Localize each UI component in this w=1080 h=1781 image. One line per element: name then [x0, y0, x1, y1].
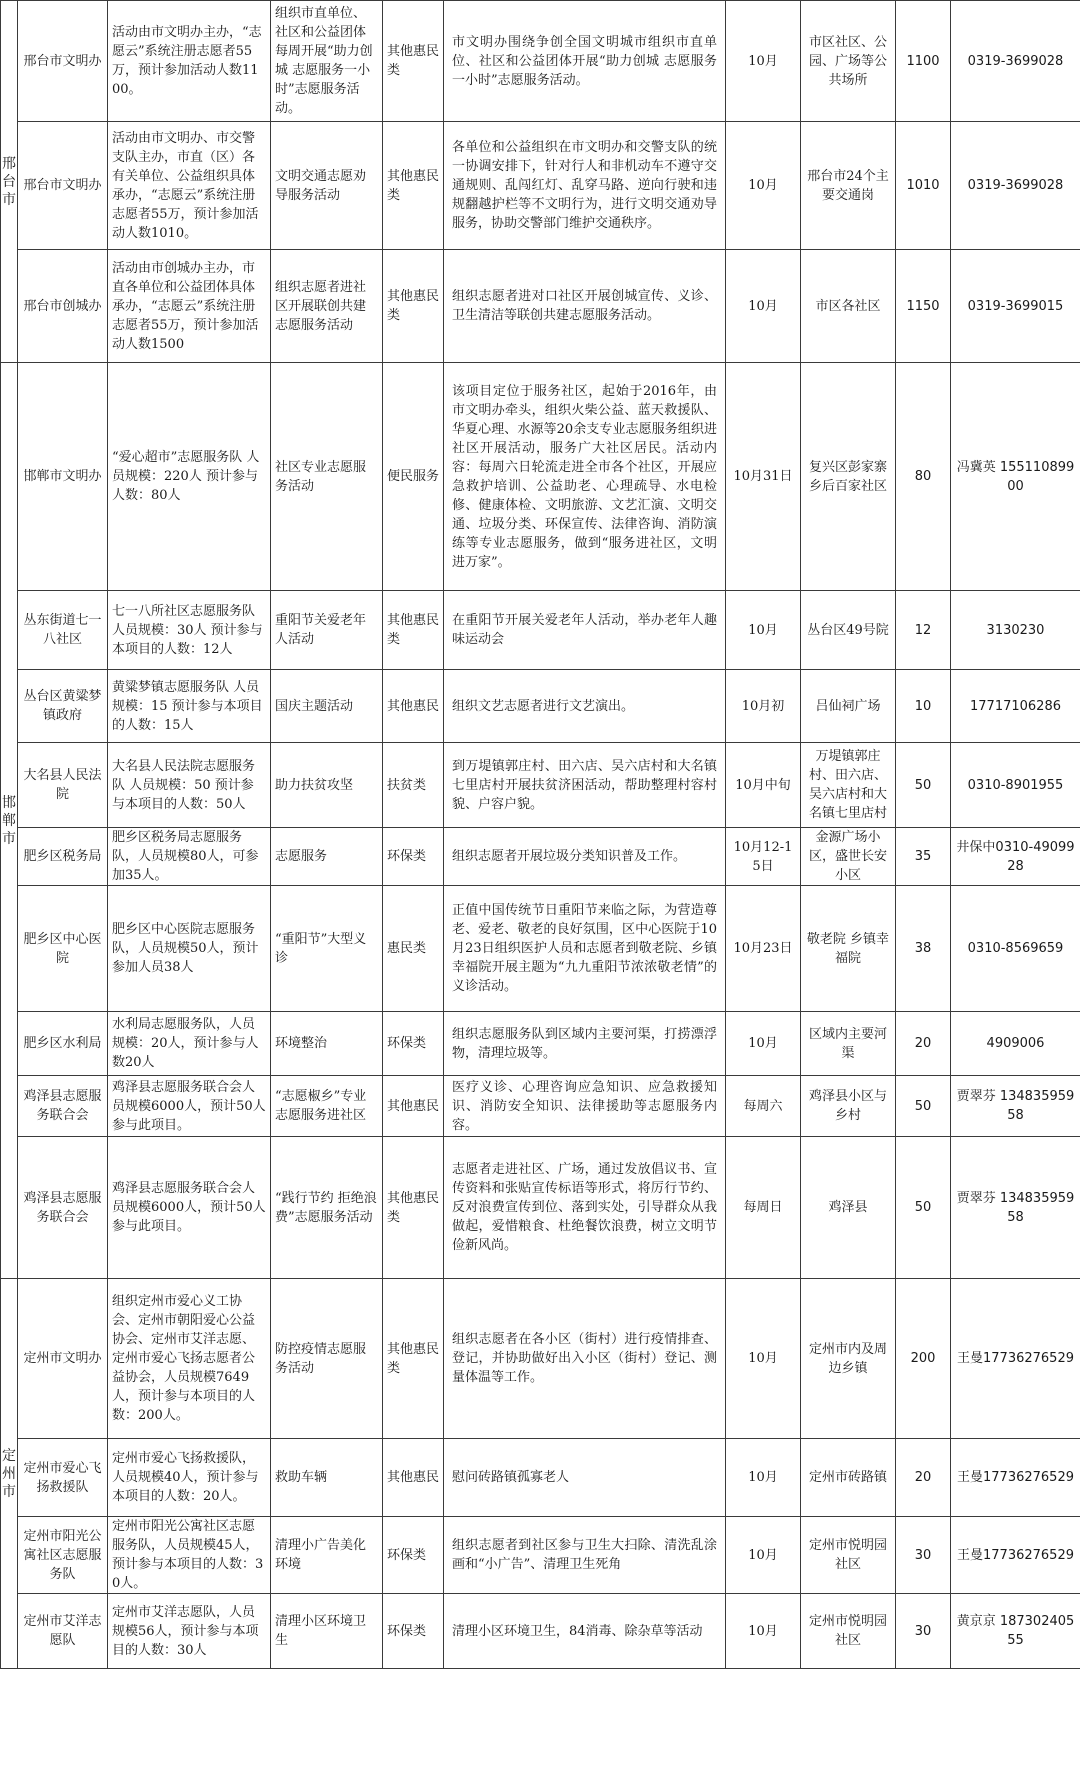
team-cell: 肥乡区中心医院志愿服务队，人员规模50人，预计参加人员38人: [108, 886, 271, 1012]
team-cell: 活动由市创城办主办，市直各单位和公益团体具体承办，“志愿云”系统注册志愿者55万，预计参加活动人数1500: [108, 250, 271, 363]
location-cell: 金源广场小区，盛世长安小区: [801, 828, 896, 886]
contact-cell: 王曼17736276529: [951, 1439, 1080, 1517]
table-row: [1, 1439, 1080, 1517]
location-cell: 定州市砖路镇: [801, 1439, 896, 1517]
description-cell: 在重阳节开展关爱老年人活动，举办老年人趣味运动会: [444, 591, 726, 670]
project-cell: 环境整治: [271, 1012, 383, 1076]
location-cell: 鸡泽县: [801, 1137, 896, 1279]
location-cell: 万堤镇郭庄村、田六店、吴六店村和大名镇七里店村: [801, 743, 896, 828]
location-cell: 定州市悦明园社区: [801, 1517, 896, 1594]
participant-count-cell: 20: [896, 1439, 951, 1517]
participant-count-cell: 50: [896, 1076, 951, 1137]
location-cell: 区域内主要河渠: [801, 1012, 896, 1076]
project-cell: 清理小区环境卫生: [271, 1594, 383, 1669]
location-cell: 市区社区、公园、广场等公共场所: [801, 1, 896, 122]
category-cell: 其他惠民类: [383, 122, 444, 250]
project-cell: 志愿服务: [271, 828, 383, 886]
time-cell: 10月: [726, 1439, 801, 1517]
category-cell: 环保类: [383, 1012, 444, 1076]
location-cell: 市区各社区: [801, 250, 896, 363]
project-cell: “践行节约 拒绝浪费”志愿服务活动: [271, 1137, 383, 1279]
description-cell: 清理小区环境卫生，84消毒、除杂草等活动: [444, 1594, 726, 1669]
table-body: [1, 1, 1080, 1669]
category-cell: 其他惠民: [383, 1076, 444, 1137]
location-cell: 吕仙祠广场: [801, 670, 896, 743]
contact-cell: 井保中0310-4909928: [951, 828, 1080, 886]
table-row: [1, 670, 1080, 743]
table-row: [1, 1137, 1080, 1279]
project-cell: 助力扶贫攻坚: [271, 743, 383, 828]
city-cell: 邢台市: [1, 1, 18, 363]
project-cell: 社区专业志愿服务活动: [271, 363, 383, 591]
table-row: [1, 828, 1080, 886]
table-row: [1, 1517, 1080, 1594]
organizer-cell: 邯郸市文明办: [18, 363, 108, 591]
participant-count-cell: 1010: [896, 122, 951, 250]
time-cell: 10月中旬: [726, 743, 801, 828]
table-row: [1, 591, 1080, 670]
team-cell: 鸡泽县志愿服务联合会人员规模6000人，预计50人参与此项目。: [108, 1137, 271, 1279]
city-cell: 邯郸市: [1, 363, 18, 1279]
description-cell: 组织志愿者进对口社区开展创城宣传、义诊、卫生清洁等联创共建志愿服务活动。: [444, 250, 726, 363]
category-cell: 其他惠民: [383, 670, 444, 743]
description-cell: 志愿者走进社区、广场，通过发放倡议书、宣传资料和张贴宣传标语等形式，将厉行节约、反对浪费宣传到位、落到实处，引导群众从我做起，爱惜粮食、杜绝餐饮浪费，树立文明节俭新风尚。: [444, 1137, 726, 1279]
table-row: [1, 1012, 1080, 1076]
table-row: [1, 1, 1080, 122]
category-cell: 环保类: [383, 828, 444, 886]
organizer-cell: 丛东街道七一八社区: [18, 591, 108, 670]
team-cell: 大名县人民法院志愿服务队 人员规模：50 预计参与本项目的人数：50人: [108, 743, 271, 828]
participant-count-cell: 1100: [896, 1, 951, 122]
participant-count-cell: 50: [896, 743, 951, 828]
time-cell: 10月: [726, 250, 801, 363]
team-cell: 定州市艾洋志愿队，人员规模56人，预计参与本项目的人数：30人: [108, 1594, 271, 1669]
description-cell: 组织志愿者开展垃圾分类知识普及工作。: [444, 828, 726, 886]
time-cell: 10月: [726, 591, 801, 670]
team-cell: 活动由市文明办、市交警支队主办，市直（区）各有关单位、公益组织具体承办，“志愿云”系统注册志愿者55万，预计参加活动人数1010。: [108, 122, 271, 250]
organizer-cell: 大名县人民法院: [18, 743, 108, 828]
participant-count-cell: 50: [896, 1137, 951, 1279]
organizer-cell: 定州市爱心飞扬救援队: [18, 1439, 108, 1517]
category-cell: 便民服务: [383, 363, 444, 591]
description-cell: 该项目定位于服务社区，起始于2016年，由市文明办牵头，组织火柴公益、蓝天救援队、华夏心理、水源等20余支专业志愿服务组织进社区开展活动，服务广大社区居民。活动内容：每周六日轮流走进全市各个社区，开展应急救护培训、公益助老、心理疏导、水电检修、健康体检、文明旅游、文艺汇演、文明交通、垃圾分类、环保宣传、法律咨询、消防演练等专业志愿服务，做到“服务进社区，文明进万家”。: [444, 363, 726, 591]
description-cell: 组织文艺志愿者进行文艺演出。: [444, 670, 726, 743]
table-row: [1, 1594, 1080, 1669]
project-cell: 国庆主题活动: [271, 670, 383, 743]
participant-count-cell: 1150: [896, 250, 951, 363]
participant-count-cell: 38: [896, 886, 951, 1012]
organizer-cell: 邢台市文明办: [18, 1, 108, 122]
contact-cell: 4909006: [951, 1012, 1080, 1076]
category-cell: 惠民类: [383, 886, 444, 1012]
location-cell: 复兴区彭家寨乡后百家社区: [801, 363, 896, 591]
table-row: [1, 363, 1080, 591]
table-row: [1, 886, 1080, 1012]
organizer-cell: 定州市阳光公寓社区志愿服务队: [18, 1517, 108, 1594]
organizer-cell: 鸡泽县志愿服务联合会: [18, 1137, 108, 1279]
organizer-cell: 定州市文明办: [18, 1279, 108, 1439]
team-cell: 组织定州市爱心义工协会、定州市朝阳爱心公益协会、定州市艾洋志愿、定州市爱心飞扬志愿者公益协会，人员规模7649人，预计参与本项目的人数：200人。: [108, 1279, 271, 1439]
participant-count-cell: 12: [896, 591, 951, 670]
description-cell: 组织志愿者在各小区（街村）进行疫情排查、登记，并协助做好出入小区（街村）登记、测量体温等工作。: [444, 1279, 726, 1439]
description-cell: 各单位和公益组织在市文明办和交警支队的统一协调安排下，针对行人和非机动车不遵守交通规则、乱闯红灯、乱穿马路、逆向行驶和违规翻越护栏等不文明行为，进行文明交通劝导服务，协助交警部门维护交通秩序。: [444, 122, 726, 250]
time-cell: 10月: [726, 1517, 801, 1594]
table-row: [1, 1279, 1080, 1439]
time-cell: 10月12-15日: [726, 828, 801, 886]
project-cell: 救助车辆: [271, 1439, 383, 1517]
time-cell: 每周六: [726, 1076, 801, 1137]
team-cell: 鸡泽县志愿服务联合会人员规模6000人，预计50人参与此项目。: [108, 1076, 271, 1137]
project-cell: 清理小广告美化环境: [271, 1517, 383, 1594]
participant-count-cell: 10: [896, 670, 951, 743]
team-cell: 黄粱梦镇志愿服务队 人员规模：15 预计参与本项目的人数：15人: [108, 670, 271, 743]
project-cell: “重阳节”大型义诊: [271, 886, 383, 1012]
location-cell: 鸡泽县小区与乡村: [801, 1076, 896, 1137]
team-cell: 定州市阳光公寓社区志愿服务队，人员规模45人，预计参与本项目的人数：30人。: [108, 1517, 271, 1594]
participant-count-cell: 200: [896, 1279, 951, 1439]
contact-cell: 贾翠芬 13483595958: [951, 1076, 1080, 1137]
location-cell: 敬老院 乡镇幸福院: [801, 886, 896, 1012]
organizer-cell: 丛台区黄粱梦镇政府: [18, 670, 108, 743]
category-cell: 其他惠民类: [383, 250, 444, 363]
participant-count-cell: 80: [896, 363, 951, 591]
contact-cell: 王曼17736276529: [951, 1517, 1080, 1594]
time-cell: 10月: [726, 1012, 801, 1076]
contact-cell: 0319-3699028: [951, 1, 1080, 122]
contact-cell: 贾翠芬 13483595958: [951, 1137, 1080, 1279]
category-cell: 其他惠民类: [383, 1, 444, 122]
description-cell: 组织志愿服务队到区域内主要河渠，打捞漂浮物，清理垃圾等。: [444, 1012, 726, 1076]
organizer-cell: 定州市艾洋志愿队: [18, 1594, 108, 1669]
participant-count-cell: 30: [896, 1517, 951, 1594]
category-cell: 扶贫类: [383, 743, 444, 828]
organizer-cell: 邢台市创城办: [18, 250, 108, 363]
description-cell: 医疗义诊、心理咨询应急知识、应急救援知识、消防安全知识、法律援助等志愿服务内容。: [444, 1076, 726, 1137]
description-cell: 慰问砖路镇孤寡老人: [444, 1439, 726, 1517]
time-cell: 10月: [726, 122, 801, 250]
category-cell: 其他惠民类: [383, 1279, 444, 1439]
team-cell: 活动由市文明办主办，“志愿云”系统注册志愿者55万，预计参加活动人数1100。: [108, 1, 271, 122]
organizer-cell: 肥乡区税务局: [18, 828, 108, 886]
description-cell: 到万堤镇郭庄村、田六店、吴六店村和大名镇七里店村开展扶贫济困活动，帮助整理村容村貌、户容户貌。: [444, 743, 726, 828]
contact-cell: 黄京京 18730240555: [951, 1594, 1080, 1669]
team-cell: 定州市爱心飞扬救援队，人员规模40人，预计参与本项目的人数：20人。: [108, 1439, 271, 1517]
contact-cell: 3130230: [951, 591, 1080, 670]
contact-cell: 王曼17736276529: [951, 1279, 1080, 1439]
project-cell: 文明交通志愿劝导服务活动: [271, 122, 383, 250]
time-cell: 每周日: [726, 1137, 801, 1279]
contact-cell: 0319-3699015: [951, 250, 1080, 363]
project-cell: 组织市直单位、社区和公益团体每周开展“助力创城 志愿服务一小时”志愿服务活动。: [271, 1, 383, 122]
project-cell: 防控疫情志愿服务活动: [271, 1279, 383, 1439]
contact-cell: 0319-3699028: [951, 122, 1080, 250]
description-cell: 组织志愿者到社区参与卫生大扫除、清洗乱涂画和“小广告”、清理卫生死角: [444, 1517, 726, 1594]
city-cell: 定州市: [1, 1279, 18, 1669]
category-cell: 其他惠民类: [383, 1137, 444, 1279]
time-cell: 10月初: [726, 670, 801, 743]
contact-cell: 0310-8901955: [951, 743, 1080, 828]
category-cell: 其他惠民: [383, 1439, 444, 1517]
time-cell: 10月23日: [726, 886, 801, 1012]
team-cell: 水利局志愿服务队，人员规模：20人，预计参与人数20人: [108, 1012, 271, 1076]
contact-cell: 0310-8569659: [951, 886, 1080, 1012]
participant-count-cell: 20: [896, 1012, 951, 1076]
organizer-cell: 鸡泽县志愿服务联合会: [18, 1076, 108, 1137]
organizer-cell: 肥乡区水利局: [18, 1012, 108, 1076]
category-cell: 环保类: [383, 1594, 444, 1669]
participant-count-cell: 35: [896, 828, 951, 886]
table-row: [1, 250, 1080, 363]
time-cell: 10月: [726, 1594, 801, 1669]
description-cell: 正值中国传统节日重阳节来临之际，为营造尊老、爱老、敬老的良好氛围，区中心医院于10月23日组织医护人员和志愿者到敬老院、乡镇幸福院开展主题为“九九重阳节浓浓敬老情”的义诊活动。: [444, 886, 726, 1012]
participant-count-cell: 30: [896, 1594, 951, 1669]
organizer-cell: 肥乡区中心医院: [18, 886, 108, 1012]
team-cell: 七一八所社区志愿服务队 人员规模：30人 预计参与本项目的人数：12人: [108, 591, 271, 670]
table-row: [1, 122, 1080, 250]
time-cell: 10月: [726, 1, 801, 122]
location-cell: 定州市内及周边乡镇: [801, 1279, 896, 1439]
description-cell: 市文明办围绕争创全国文明城市组织市直单位、社区和公益团体开展“助力创城 志愿服务一小时”志愿服务活动。: [444, 1, 726, 122]
organizer-cell: 邢台市文明办: [18, 122, 108, 250]
time-cell: 10月31日: [726, 363, 801, 591]
table-row: [1, 743, 1080, 828]
contact-cell: 17717106286: [951, 670, 1080, 743]
location-cell: 丛台区49号院: [801, 591, 896, 670]
category-cell: 其他惠民类: [383, 591, 444, 670]
project-cell: 重阳节关爱老年人活动: [271, 591, 383, 670]
location-cell: 定州市悦明园社区: [801, 1594, 896, 1669]
team-cell: 肥乡区税务局志愿服务队，人员规模80人，可参加35人。: [108, 828, 271, 886]
category-cell: 环保类: [383, 1517, 444, 1594]
team-cell: “爱心超市”志愿服务队 人员规模：220人 预计参与人数：80人: [108, 363, 271, 591]
table-row: [1, 1076, 1080, 1137]
project-cell: 组织志愿者进社区开展联创共建志愿服务活动: [271, 250, 383, 363]
contact-cell: 冯冀英 15511089900: [951, 363, 1080, 591]
location-cell: 邢台市24个主要交通岗: [801, 122, 896, 250]
project-cell: “志愿椒乡”专业志愿服务进社区: [271, 1076, 383, 1137]
time-cell: 10月: [726, 1279, 801, 1439]
